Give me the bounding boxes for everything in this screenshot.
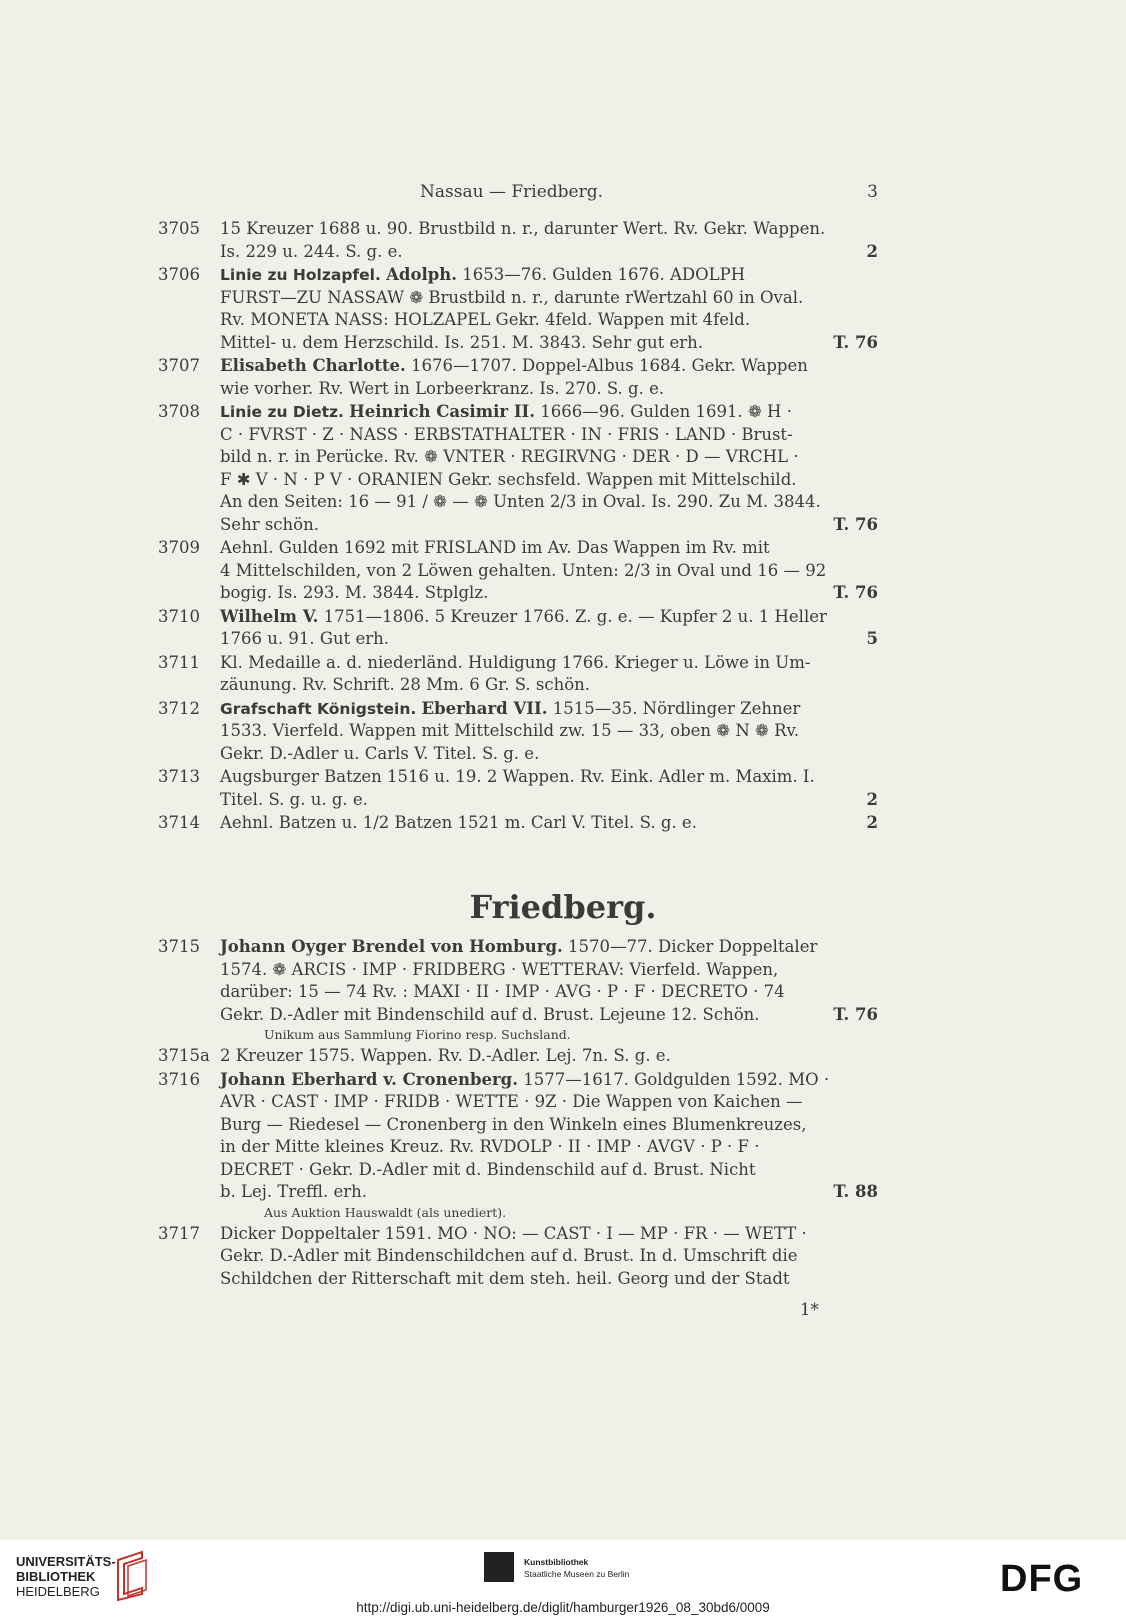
entry-text: F ✱ V · N · P V · ORANIEN Gekr. sechsfeld. Wappen mit Mittelschild. (220, 469, 797, 489)
entry-text: wie vorher. Rv. Wert in Lorbeerkranz. Is. 270. S. g. e. (220, 378, 665, 398)
entry-line (220, 789, 878, 812)
entry-line (220, 424, 878, 447)
entry-line (220, 606, 878, 629)
entry-line (220, 218, 878, 241)
entry-text: An den Seiten: 16 — 91 / ❁ — ❁ Unten 2/3 in Oval. Is. 290. Zu M. 3844. (220, 492, 821, 511)
entry-text: 1751—1806. 5 Kreuzer 1766. Z. g. e. — Kupfer 2 u. 1 Heller (323, 606, 827, 626)
entry-heading: Linie zu Dietz. (220, 403, 344, 421)
entry-line (220, 720, 878, 743)
entry-text: 1676—1707. Doppel-Albus 1684. Gekr. Wappen (411, 356, 808, 375)
catalog-entry (158, 812, 878, 835)
entry-price: 2 (866, 789, 878, 809)
entry-number: 3707 (158, 356, 200, 375)
entry-text: 1515—35. Nördlinger Zehner (552, 698, 801, 718)
catalog-entry (158, 766, 878, 811)
entry-text: Is. 229 u. 244. S. g. e. (220, 241, 403, 261)
entry-number: 3712 (158, 698, 200, 718)
entry-number: 3709 (158, 538, 200, 557)
entry-line (220, 1091, 878, 1114)
entry-text: Gekr. D.-Adler mit Bindenschild auf d. Brust. Lejeune 12. Schön. (220, 1004, 760, 1024)
entry-text: Schildchen der Ritterschaft mit dem steh. heil. Georg und der Stadt (220, 1268, 790, 1288)
entry-line (220, 332, 878, 355)
entry-line (220, 959, 878, 982)
entry-text: Dicker Doppeltaler 1591. MO · NO: — CAST · I — MP · FR · — WETT · (220, 1223, 807, 1243)
catalog-entry (158, 698, 878, 766)
entry-line (220, 537, 878, 560)
entry-text: bogig. Is. 293. M. 3844. Stplglz. (220, 583, 489, 602)
entry-text: Burg — Riedesel — Cronenberg in den Winkeln eines Blumenkreuzes, (220, 1114, 807, 1134)
entry-text: bild n. r. in Perücke. Rv. ❁ VNTER · REGIRVNG · DER · D — VRCHL · (220, 447, 799, 466)
page-number: 3 (867, 182, 878, 202)
entry-text: C · FVRST · Z · NASS · ERBSTATHALTER · IN · FRIS · LAND · Brust- (220, 424, 793, 444)
entry-text: Aehnl. Gulden 1692 mit FRISLAND im Av. Das Wappen im Rv. mit (220, 538, 770, 557)
entry-text: Augsburger Batzen 1516 u. 19. 2 Wappen. Rv. Eink. Adler m. Maxim. I. (220, 767, 815, 786)
entry-text: 1533. Vierfeld. Wappen mit Mittelschild zw. 15 — 33, oben ❁ N ❁ Rv. (220, 721, 800, 740)
entry-line (220, 1069, 878, 1092)
entry-line (220, 674, 878, 697)
catalog-entry (158, 264, 878, 354)
entry-line (220, 446, 878, 469)
uni-line-1: UNIVERSITÄTS- (16, 1554, 116, 1569)
entry-line (220, 766, 878, 789)
entry-text: 1574. ❁ ARCIS · IMP · FRIDBERG · WETTERAV: Vierfeld. Wappen, (220, 959, 779, 979)
entry-heading: Linie zu Holzapfel. (220, 266, 381, 284)
entry-line (220, 582, 878, 605)
entry-line (220, 514, 878, 537)
entry-line (220, 1181, 878, 1204)
entry-line (220, 981, 878, 1004)
entry-text: Sehr schön. (220, 514, 319, 534)
catalog-entry (158, 355, 878, 400)
entry-line (220, 401, 878, 424)
entry-line (220, 652, 878, 675)
entry-text: Aehnl. Batzen u. 1/2 Batzen 1521 m. Carl V. Titel. S. g. e. (220, 813, 697, 832)
permalink-url[interactable]: http://digi.ub.uni-heidelberg.de/diglit/hamburger1926_08_30bd6/0009 (356, 1600, 770, 1615)
entry-number: 3715 (158, 937, 200, 956)
entry-number: 3710 (158, 606, 200, 626)
entry-price: T. 76 (833, 514, 878, 534)
entry-line (220, 698, 878, 721)
entry-text: Rv. MONETA NASS: HOLZAPEL Gekr. 4feld. Wappen mit 4feld. (220, 310, 751, 329)
catalog-entry (158, 1045, 878, 1068)
entry-text: b. Lej. Treffl. erh. (220, 1182, 368, 1201)
entry-text: 1766 u. 91. Gut erh. (220, 629, 390, 648)
entry-number: 3715a (158, 1046, 210, 1065)
entry-price: T. 76 (833, 583, 878, 602)
entry-ruler: Johann Oyger Brendel von Homburg. (220, 937, 563, 956)
header-title: Nassau — Friedberg. (420, 182, 604, 202)
entry-price: T. 76 (833, 332, 878, 352)
uni-line-2: BIBLIOTHEK (16, 1569, 96, 1584)
provenance-note: Unikum aus Sammlung Fiorino resp. Suchsland. (264, 1027, 571, 1042)
entry-text: Mittel- u. dem Herzschild. Is. 251. M. 3843. Sehr gut erh. (220, 332, 704, 352)
entry-number: 3711 (158, 652, 200, 672)
entry-text: 2 Kreuzer 1575. Wappen. Rv. D.-Adler. Lej. 7n. S. g. e. (220, 1046, 671, 1065)
entry-text: 1653—76. Gulden 1676. ADOLPH (462, 265, 746, 284)
digitization-footer (0, 1540, 1126, 1620)
entry-line (220, 1268, 878, 1291)
signature-mark: 1* (800, 1300, 819, 1319)
catalog-entry (158, 1223, 878, 1291)
dfg-logo[interactable]: DFG (1000, 1558, 1084, 1600)
entry-text: 1666—96. Gulden 1691. ❁ H · (540, 402, 792, 421)
entry-text: 1570—77. Dicker Doppeltaler (568, 937, 818, 956)
entry-number: 3706 (158, 265, 200, 284)
catalog-entry (158, 218, 878, 263)
entry-line (220, 1045, 878, 1068)
entry-line (220, 1114, 878, 1137)
entry-line (220, 812, 878, 835)
entry-line (220, 241, 878, 264)
entry-line (220, 491, 878, 514)
entry-line (220, 628, 878, 651)
entry-ruler: Eberhard VII. (421, 698, 548, 718)
kb-line-2: Staatliche Museen zu Berlin (524, 1569, 630, 1579)
entry-number: 3708 (158, 402, 200, 421)
entry-text: Kl. Medaille a. d. niederländ. Huldigung 1766. Krieger u. Löwe in Um- (220, 652, 811, 672)
entry-text: zäunung. Rv. Schrift. 28 Mm. 6 Gr. S. schön. (220, 675, 591, 694)
entry-text: 15 Kreuzer 1688 u. 90. Brustbild n. r., darunter Wert. Rv. Gekr. Wappen. (220, 219, 826, 238)
entry-ruler: Wilhelm V. (220, 606, 319, 626)
entry-line (220, 1136, 878, 1159)
entry-ruler: Adolph. (386, 265, 458, 284)
entry-text: AVR · CAST · IMP · FRIDB · WETTE · 9Z · Die Wappen von Kaichen — (220, 1092, 803, 1111)
entry-line (220, 264, 878, 287)
entry-price: 2 (866, 813, 878, 832)
entry-text: 4 Mittelschilden, von 2 Löwen gehalten. Unten: 2/3 in Oval und 16 — 92 (220, 560, 827, 580)
kb-square-icon (484, 1552, 514, 1582)
entry-text: Titel. S. g. u. g. e. (220, 789, 368, 809)
catalog-entry (158, 606, 878, 651)
provenance-note: Aus Auktion Hauswaldt (als unediert). (264, 1204, 507, 1220)
entry-number: 3716 (158, 1069, 200, 1089)
kb-line-1: Kunstbibliothek (524, 1557, 589, 1567)
entry-line (220, 378, 878, 401)
entry-line (220, 1223, 878, 1246)
entry-number: 3705 (158, 219, 200, 238)
catalog-entry (158, 401, 878, 536)
entry-line (220, 287, 878, 310)
entry-price: 2 (866, 241, 878, 261)
catalog-entry (158, 1069, 878, 1222)
entry-text: darüber: 15 — 74 Rv. : MAXI · II · IMP · AVG · P · F · DECRETO · 74 (220, 982, 785, 1001)
uni-line-3: HEIDELBERG (16, 1584, 100, 1599)
entry-number: 3713 (158, 767, 200, 786)
entry-line (220, 743, 878, 766)
catalog-entry (158, 936, 878, 1044)
entry-price: 5 (866, 629, 878, 648)
entry-line (220, 1159, 878, 1182)
entry-line (220, 1245, 878, 1268)
entry-text: DECRET · Gekr. D.-Adler mit d. Bindenschild auf d. Brust. Nicht (220, 1159, 756, 1179)
entry-line (220, 309, 878, 332)
entry-line (220, 560, 878, 583)
entry-line (220, 469, 878, 492)
entry-line (220, 936, 878, 959)
entry-number: 3714 (158, 813, 200, 832)
entry-text: FURST—ZU NASSAW ❁ Brustbild n. r., darunte rWertzahl 60 in Oval. (220, 287, 804, 307)
catalog-entry (158, 537, 878, 605)
entry-text: Gekr. D.-Adler u. Carls V. Titel. S. g. e. (220, 743, 540, 763)
entry-line (220, 355, 878, 378)
entry-text: 1577—1617. Goldgulden 1592. MO · (523, 1069, 830, 1089)
entry-heading: Grafschaft Königstein. (220, 699, 417, 718)
uni-emblem-icon (112, 1550, 152, 1602)
entry-price: T. 88 (833, 1182, 878, 1201)
entry-ruler: Heinrich Casimir II. (349, 402, 535, 421)
entry-text: in der Mitte kleines Kreuz. Rv. RVDOLP · II · IMP · AVGV · P · F · (220, 1137, 760, 1156)
university-library-logo[interactable] (16, 1554, 116, 1599)
entry-line (220, 1004, 878, 1027)
entry-ruler: Johann Eberhard v. Cronenberg. (220, 1069, 518, 1089)
catalog-entry (158, 652, 878, 697)
entry-price: T. 76 (833, 1004, 878, 1024)
entry-number: 3717 (158, 1223, 200, 1243)
entry-text: Gekr. D.-Adler mit Bindenschildchen auf d. Brust. In d. Umschrift die (220, 1246, 798, 1265)
section-heading: Friedberg. (469, 888, 657, 926)
entry-ruler: Elisabeth Charlotte. (220, 356, 406, 375)
